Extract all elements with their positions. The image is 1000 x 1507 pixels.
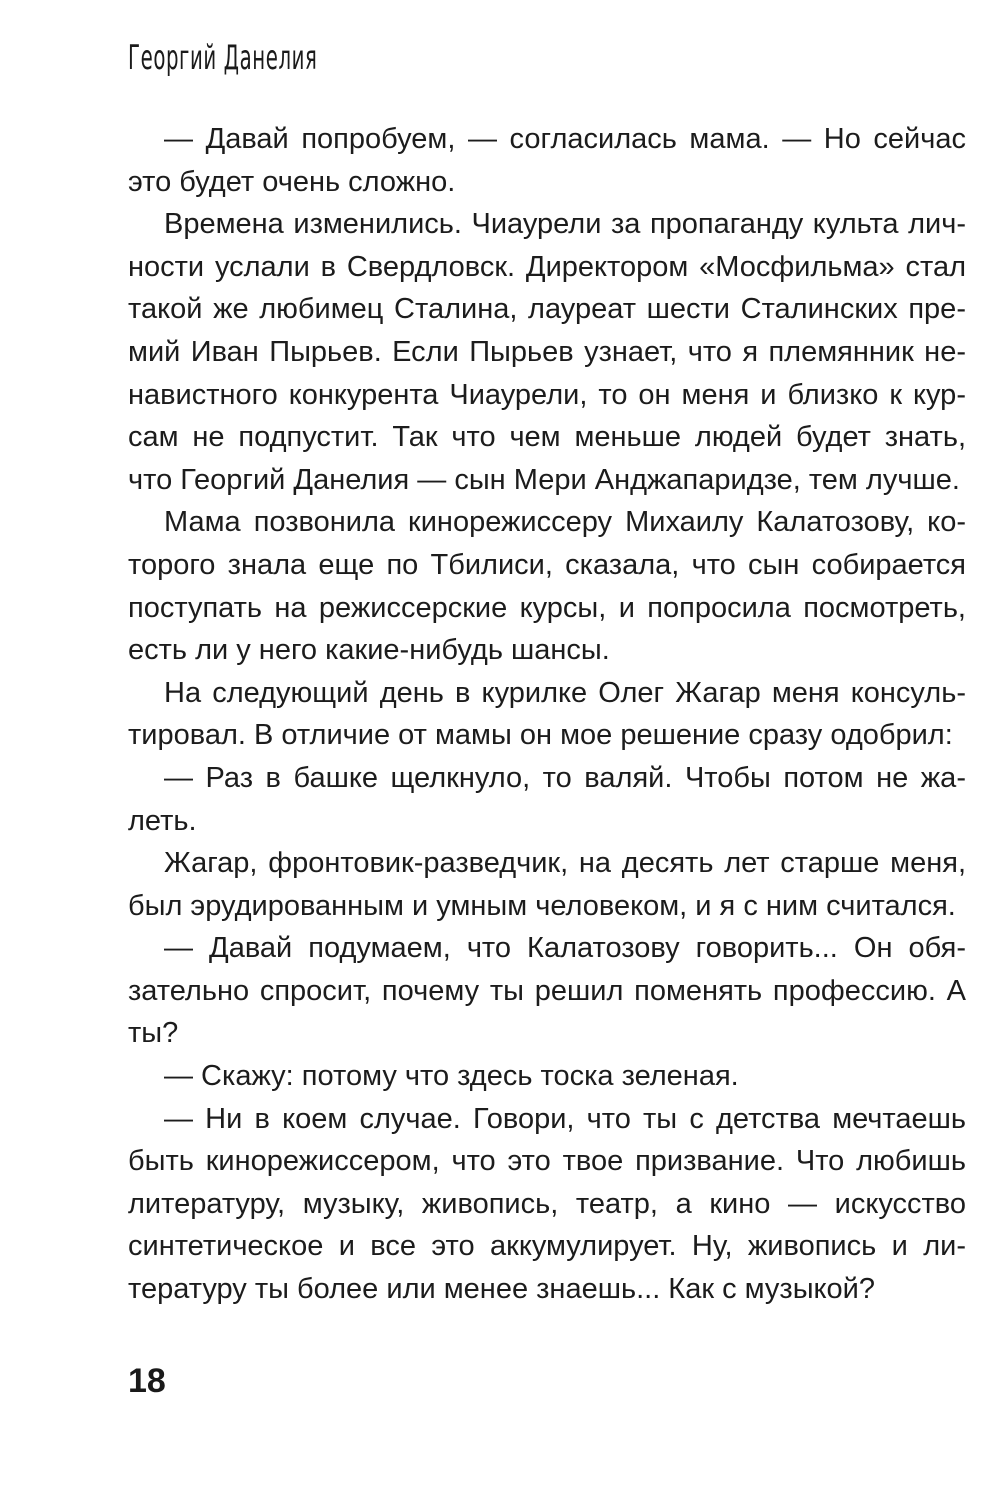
page-number: 18 <box>128 1362 166 1400</box>
paragraph: Жагар, фронтовик-разведчик, на десять лет старше меня, был эрудированным и умным человеком, и я с ним считался. <box>128 847 966 922</box>
paragraph: — Раз в башке щелкнуло, то валяй. Чтобы потом не жалеть. <box>128 761 966 837</box>
paragraph: — Ни в коем случае. Говори, что ты с детства мечтаешь быть кинорежиссером, что это твое призвание. Что любишь литературу, музыку, живопись, театр, а кино — искусство синтетическое и все это аккумулирует. Ну, живопись и литературу ты более или менее знаешь... Как с музыкой? <box>128 1102 966 1306</box>
running-header: Георгий Данелия <box>128 38 318 78</box>
paragraph: Времена изменились. Чиаурели за пропаганду культа личности услали в Свердловск. Директором «Мосфильма» стал такой же любимец Сталина, лауреат шести Сталинских премий Иван Пырьев. Если Пырьев узнает, что я племянник ненавистного конкурента Чиаурели, то он меня и близко к курсам не подпустит. Так что чем меньше людей будет знать, что Георгий Данелия — сын Мери Анджапаридзе, тем лучше. <box>128 208 966 496</box>
paragraph: — Скажу: потому что здесь тоска зеленая. <box>164 1060 739 1093</box>
paragraph: — Давай попробуем, — согласилась мама. — Но сейчас это будет очень сложно. <box>128 123 966 198</box>
paragraph: На следующий день в курилке Олег Жагар меня консультировал. В отличие от мамы он мое решение сразу одобрил: <box>128 676 966 752</box>
paragraph: Мама позвонила кинорежиссеру Михаилу Калатозову, которого знала еще по Тбилиси, сказала, что сын собирается поступать на режиссерские курсы, и попросила посмотреть, есть ли у него какие-нибудь шансы. <box>128 506 966 667</box>
body-text <box>128 118 966 1311</box>
paragraph: — Давай подумаем, что Калатозову говорить... Он обязательно спросит, почему ты решил поменять профессию. А ты? <box>128 932 966 1050</box>
